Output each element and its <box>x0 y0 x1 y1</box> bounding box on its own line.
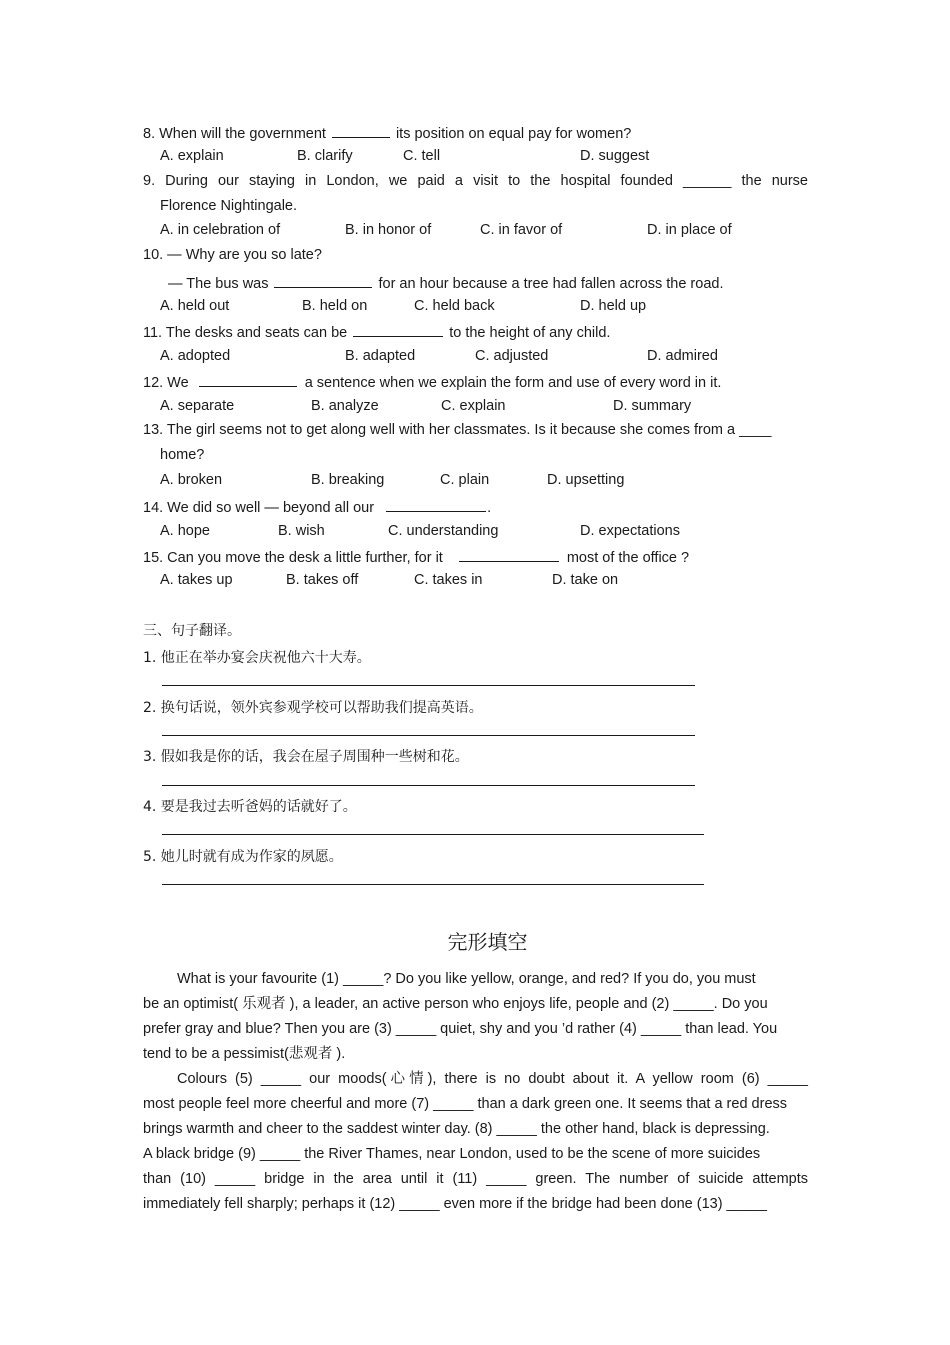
question-13-line-2: home? <box>160 447 205 463</box>
option-d[interactable]: D. upsetting <box>547 472 625 488</box>
option-d[interactable]: D. take on <box>552 572 619 588</box>
answer-line-5[interactable] <box>162 884 704 885</box>
question-12 <box>143 372 721 391</box>
option-a[interactable]: A. explain <box>160 148 224 164</box>
question-12-stem-a: 12. We <box>143 375 189 391</box>
option-a[interactable]: A. separate <box>160 398 235 414</box>
cloze-line-1: What is your favourite (1) _____? Do you like yellow, orange, and red? If you do, you must <box>177 971 756 987</box>
option-b[interactable]: B. held on <box>302 298 368 314</box>
question-8-stem-b: its position on equal pay for women? <box>395 126 632 142</box>
cloze-line-9: than (10) _____ bridge in the area until it (11) _____ green. The number of suicide attempts <box>143 1171 808 1187</box>
question-13-options <box>160 472 820 492</box>
answer-line-2[interactable] <box>162 735 695 736</box>
option-b[interactable]: B. adapted <box>345 348 416 364</box>
question-9-line-1: 9. During our staying in London, we paid a visit to the hospital founded ______ the nurse <box>143 173 808 189</box>
option-b[interactable]: B. clarify <box>297 148 353 164</box>
translation-item-3: 3. 假如我是你的话，我会在屋子周围种一些树和花。 <box>143 749 469 765</box>
question-8-blank[interactable] <box>332 123 390 138</box>
cloze-line-10: immediately fell sharply; perhaps it (12) _____ even more if the bridge had been done (13) _____ <box>143 1196 767 1212</box>
option-a[interactable]: A. held out <box>160 298 230 314</box>
question-11-stem-b: to the height of any child. <box>449 325 611 341</box>
option-d[interactable]: D. expectations <box>580 523 680 539</box>
question-14 <box>143 497 491 516</box>
translation-item-1: 1. 他正在举办宴会庆祝他六十大寿。 <box>143 650 371 666</box>
answer-line-1[interactable] <box>162 685 695 686</box>
option-b[interactable]: B. in honor of <box>345 222 432 238</box>
option-d[interactable]: D. suggest <box>580 148 650 164</box>
question-9-line-2: Florence Nightingale. <box>160 198 298 214</box>
translation-item-5: 5. 她儿时就有成为作家的夙愿。 <box>143 849 343 865</box>
option-b[interactable]: B. breaking <box>311 472 385 488</box>
option-c[interactable]: C. held back <box>414 298 495 314</box>
option-c[interactable]: C. understanding <box>388 523 499 539</box>
question-10-stem-a: — The bus was <box>168 276 269 292</box>
question-10-line-1: 10. — Why are you so late? <box>143 247 322 263</box>
translation-item-4: 4. 要是我过去听爸妈的话就好了。 <box>143 799 357 815</box>
answer-line-3[interactable] <box>162 785 695 786</box>
question-8 <box>143 123 631 142</box>
option-c[interactable]: C. in favor of <box>480 222 563 238</box>
question-14-options <box>160 523 820 543</box>
question-9-options <box>160 222 820 242</box>
option-d[interactable]: D. summary <box>613 398 692 414</box>
question-8-stem-a: 8. When will the government <box>143 126 326 142</box>
cloze-line-4: tend to be a pessimist(悲观者 ). <box>143 1046 346 1062</box>
question-11-blank[interactable] <box>353 322 443 337</box>
option-d[interactable]: D. held up <box>580 298 647 314</box>
question-15-blank[interactable] <box>459 547 559 562</box>
question-14-stem-a: 14. We did so well — beyond all our <box>143 500 375 516</box>
question-14-stem-b: . <box>487 500 492 516</box>
cloze-passage <box>143 967 808 1217</box>
answer-line-4[interactable] <box>162 834 704 835</box>
option-c[interactable]: C. adjusted <box>475 348 549 364</box>
option-a[interactable]: A. in celebration of <box>160 222 281 238</box>
question-12-options <box>160 398 820 418</box>
question-12-stem-b: a sentence when we explain the form and use of every word in it. <box>304 375 722 391</box>
question-10-line-2 <box>168 273 723 292</box>
option-c[interactable]: C. explain <box>441 398 506 414</box>
cloze-line-2: be an optimist( 乐观者 ), a leader, an active person who enjoys life, people and (2) _____. Do you <box>143 996 768 1012</box>
section-heading: 三、句子翻译。 <box>143 623 241 639</box>
option-b[interactable]: B. wish <box>278 523 325 539</box>
cloze-line-7: brings warmth and cheer to the saddest winter day. (8) _____ the other hand, black is depressing. <box>143 1121 770 1137</box>
question-13-line-1: 13. The girl seems not to get along well with her classmates. Is it because she comes from a ____ <box>143 422 772 438</box>
cloze-line-8: A black bridge (9) _____ the River Thames, near London, used to be the scene of more suicides <box>143 1146 761 1162</box>
question-10-options <box>160 298 820 318</box>
option-b[interactable]: B. analyze <box>311 398 379 414</box>
question-15-stem-b: most of the office ? <box>566 550 690 566</box>
question-11-stem-a: 11. The desks and seats can be <box>143 325 348 341</box>
question-10-stem-b: for an hour because a tree had fallen across the road. <box>378 276 724 292</box>
question-14-blank[interactable] <box>386 497 486 512</box>
translation-item-2: 2. 换句话说，领外宾参观学校可以帮助我们提高英语。 <box>143 700 483 716</box>
cloze-title: 完形填空 <box>447 930 528 954</box>
option-b[interactable]: B. takes off <box>286 572 359 588</box>
question-15-stem-a: 15. Can you move the desk a little further, for it <box>143 550 443 566</box>
option-d[interactable]: D. admired <box>647 348 718 364</box>
question-12-blank[interactable] <box>199 372 297 387</box>
question-11 <box>143 322 610 341</box>
question-10-blank[interactable] <box>274 273 372 288</box>
question-15-options <box>160 572 820 592</box>
cloze-line-3: prefer gray and blue? Then you are (3) _____ quiet, shy and you ’d rather (4) _____ than lead. You <box>143 1021 778 1037</box>
option-a[interactable]: A. hope <box>160 523 210 539</box>
cloze-line-6: most people feel more cheerful and more (7) _____ than a dark green one. It seems that a red dress <box>143 1096 788 1112</box>
question-15 <box>143 547 689 566</box>
option-c[interactable]: C. tell <box>403 148 441 164</box>
option-a[interactable]: A. takes up <box>160 572 233 588</box>
cloze-line-5: Colours (5) _____ our moods(心情), there is no doubt about it. A yellow room (6) _____ <box>177 1071 808 1087</box>
option-a[interactable]: A. broken <box>160 472 223 488</box>
option-a[interactable]: A. adopted <box>160 348 231 364</box>
option-c[interactable]: C. takes in <box>414 572 483 588</box>
question-8-options <box>160 148 820 168</box>
question-11-options <box>160 348 820 368</box>
option-c[interactable]: C. plain <box>440 472 490 488</box>
option-d[interactable]: D. in place of <box>647 222 732 238</box>
